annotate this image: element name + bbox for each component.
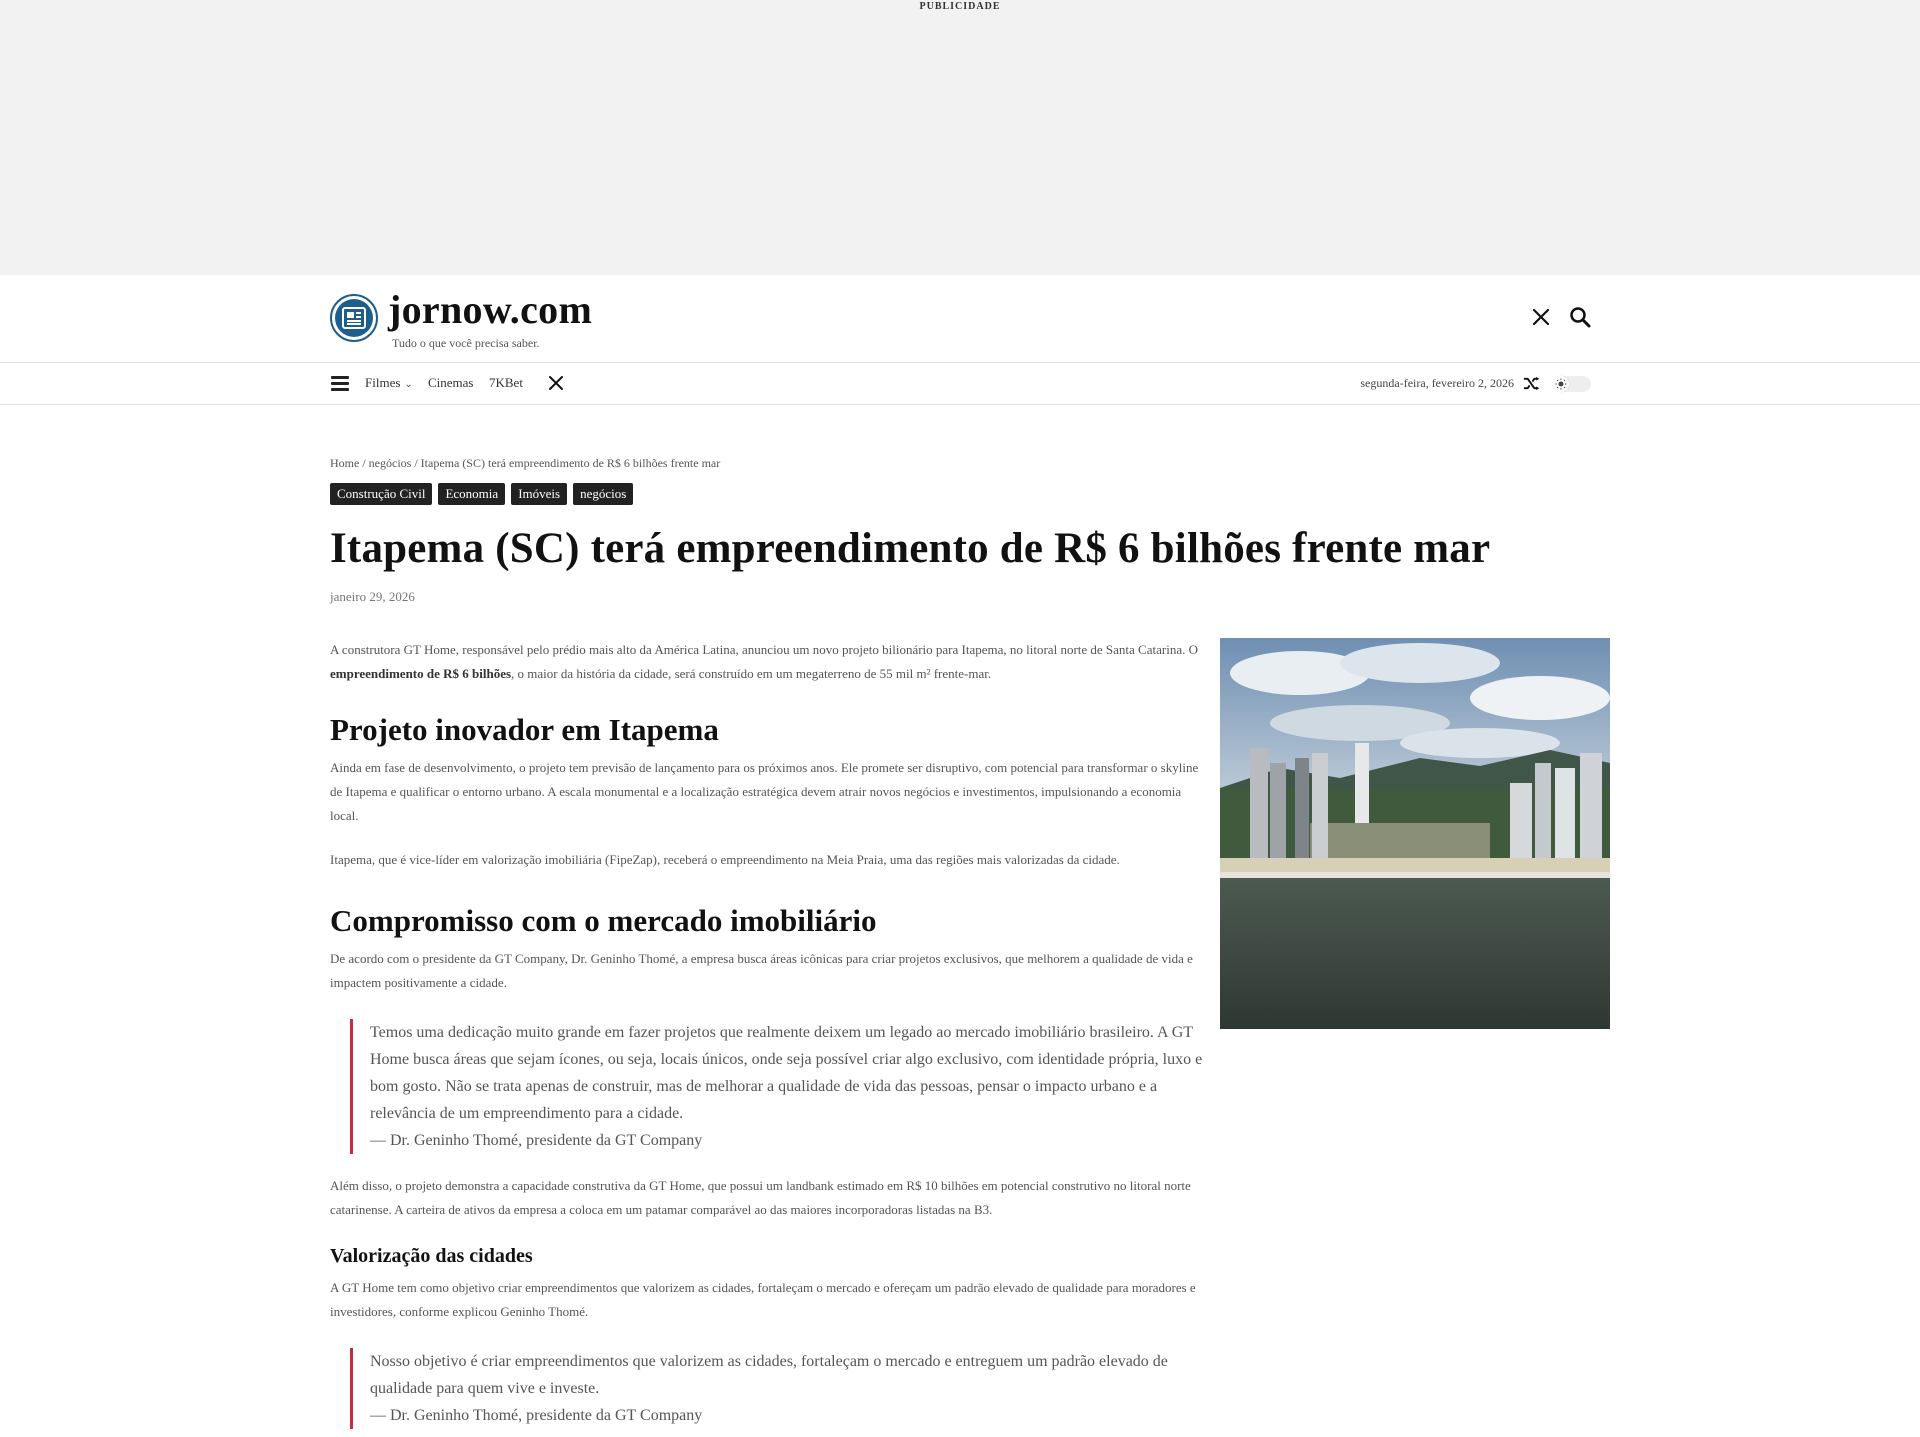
article-photo bbox=[1220, 638, 1610, 1029]
nav-item-cinemas[interactable]: Cinemas bbox=[428, 375, 474, 390]
ad-banner bbox=[0, 0, 1920, 275]
subsection-heading-valorizacao: Valorização das cidades bbox=[330, 1245, 533, 1267]
quote-text: Temos uma dedicação muito grande em fazer projetos que realmente deixem um legado ao mercado imobiliário brasileiro. A GT Home busca áreas que sejam ícones, ou seja, locais únicos, onde seja possível criar algo exclusivo, com identidade própria, luxo e bom gosto. Não se trata apenas de construir, mas de melhorar a qualidade de vida das pessoas, pensar o impacto urbano e a relevância de um empreendimento para a cidade. bbox=[370, 1024, 1203, 1122]
quote-cite: — Dr. Geninho Thomé, presidente da GT Company bbox=[370, 1407, 703, 1424]
site-header bbox=[0, 275, 1920, 363]
tag-construcao-civil[interactable]: Construção Civil bbox=[330, 483, 432, 505]
ad-label: PUBLICIDADE bbox=[919, 1, 1001, 12]
paragraph: Além disso, o projeto demonstra a capacidade construtiva da GT Home, que possui um landbank estimado em R$ 10 bilhões em potencial construtivo no litoral norte catarinense. A carteira de ativos da empresa a coloca em um patamar comparável ao das maiores incorporadoras listadas na B3. bbox=[330, 1178, 1191, 1217]
article-title: Itapema (SC) terá empreendimento de R$ 6 bilhões frente mar bbox=[330, 525, 1491, 572]
nav-item-7kbet[interactable]: 7KBet bbox=[489, 375, 523, 390]
chevron-down-icon: ⌄ bbox=[404, 379, 413, 390]
site-tagline: Tudo o que você precisa saber. bbox=[392, 336, 540, 350]
site-title[interactable]: jornow.com bbox=[388, 287, 593, 332]
x-icon[interactable] bbox=[1532, 308, 1550, 326]
article-body bbox=[330, 638, 1210, 1429]
paragraph: Ainda em fase de desenvolvimento, o projeto tem previsão de lançamento para os próximos anos. Ele promete ser disruptivo, com potencial para transformar o skyline de Itapema e qualificar o entorno urbano. A escala monumental e a localização estratégica devem atrair novos negócios e investimentos, impulsionando a economia local. bbox=[330, 760, 1199, 823]
quote-text: Nosso objetivo é criar empreendimentos que valorizem as cidades, fortaleçam o mercado e entreguem um padrão elevado de qualidade para quem vive e investe. bbox=[370, 1353, 1168, 1397]
search-icon[interactable] bbox=[1569, 306, 1591, 328]
intro-highlight: empreendimento de R$ 6 bilhões bbox=[330, 666, 512, 681]
article-date: janeiro 29, 2026 bbox=[330, 589, 415, 604]
shuffle-icon[interactable] bbox=[1523, 375, 1540, 392]
x-icon[interactable] bbox=[548, 375, 564, 391]
breadcrumb-home[interactable]: Home bbox=[330, 456, 360, 470]
paragraph: A GT Home tem como objetivo criar empreendimentos que valorizem as cidades, fortaleçam o mercado e ofereçam um padrão elevado de qualidade para moradores e investidores, conforme explicou Geninho Thomé. bbox=[330, 1280, 1196, 1319]
tag-economia[interactable]: Economia bbox=[438, 483, 505, 505]
tag-imoveis[interactable]: Imóveis bbox=[511, 483, 567, 505]
main-nav bbox=[0, 363, 1920, 405]
paragraph: Itapema, que é vice-líder em valorização imobiliária (FipeZap), receberá o empreendimento na Meia Praia, uma das regiões mais valorizadas da cidade. bbox=[330, 852, 1120, 867]
breadcrumb-category[interactable]: negócios bbox=[368, 456, 412, 470]
paragraph: De acordo com o presidente da GT Company, Dr. Geninho Thomé, a empresa busca áreas icônicas para criar projetos exclusivos, que melhorem a qualidade de vida e impactem positivamente a cidade. bbox=[330, 951, 1193, 990]
newspaper-icon[interactable] bbox=[330, 294, 378, 342]
breadcrumb: Home / negócios / Itapema (SC) terá empreendimento de R$ 6 bilhões frente mar bbox=[330, 456, 721, 470]
menu-icon[interactable] bbox=[331, 376, 349, 392]
section-heading-compromisso: Compromisso com o mercado imobiliário bbox=[330, 903, 877, 938]
intro-paragraph: A construtora GT Home, responsável pelo prédio mais alto da América Latina, anunciou um novo projeto bilionário para Itapema, no litoral norte de Santa Catarina. O empreendimento de R$ 6 bilhões, o maior da história da cidade, será construído em um megaterreno de 55 mil m² frente-mar. bbox=[330, 642, 1198, 681]
tag-negocios[interactable]: negócios bbox=[573, 483, 633, 505]
current-date: segunda-feira, fevereiro 2, 2026 bbox=[1360, 376, 1514, 390]
nav-item-filmes[interactable]: Filmes ⌄ bbox=[365, 375, 413, 390]
blockquote bbox=[350, 1019, 1210, 1154]
breadcrumb-current: Itapema (SC) terá empreendimento de R$ 6 bilhões frente mar bbox=[420, 456, 721, 470]
theme-toggle[interactable] bbox=[1553, 376, 1591, 392]
sun-icon bbox=[1553, 376, 1569, 392]
quote-cite: — Dr. Geninho Thomé, presidente da GT Company bbox=[370, 1132, 703, 1149]
article-tags bbox=[330, 483, 633, 505]
blockquote bbox=[350, 1348, 1210, 1429]
section-heading-projeto: Projeto inovador em Itapema bbox=[330, 712, 719, 747]
